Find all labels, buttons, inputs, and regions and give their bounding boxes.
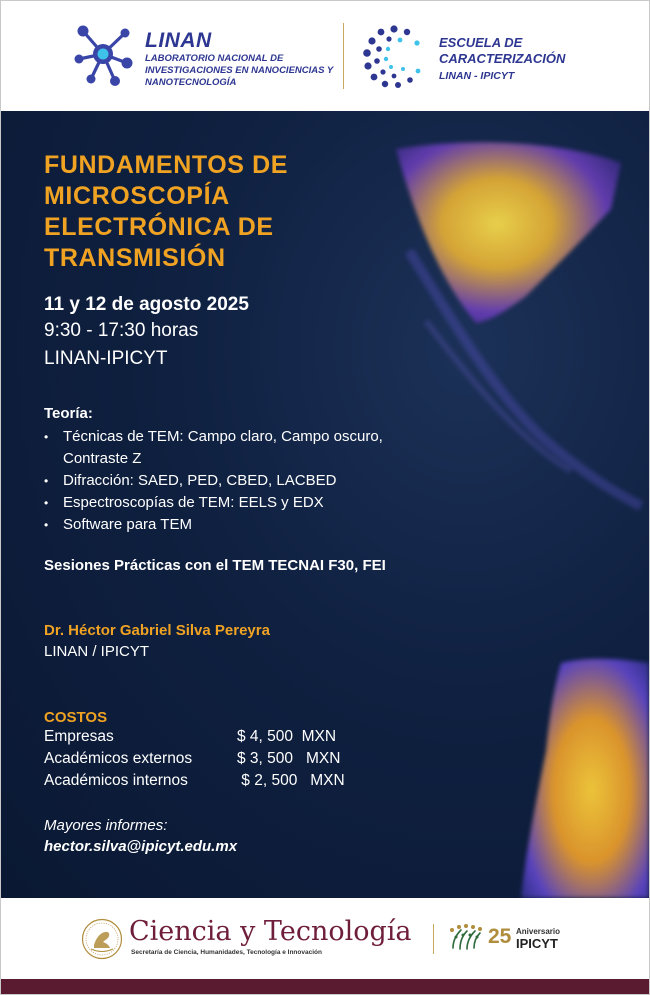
speaker-name: Dr. Héctor Gabriel Silva Pereyra [44, 622, 270, 639]
list-item: • Espectroscopías de TEM: EELS y EDX [44, 492, 384, 514]
event-title: FUNDAMENTOS DE MICROSCOPÍA ELECTRÓNICA DE TRANSMISIÓN [44, 151, 289, 272]
bottom-bar [1, 979, 649, 994]
ciencia-tecnologia-brand: Ciencia y Tecnología [129, 916, 412, 947]
ipicyt-anniversary-icon [447, 922, 485, 954]
contact-email[interactable]: hector.silva@ipicyt.edu.mx [44, 838, 238, 855]
escuela-logo-icon [361, 23, 427, 89]
escuela-name: ESCUELA DE CARACTERIZACIÓN [439, 35, 566, 66]
practical-sessions: Sesiones Prácticas con el TEM TECNAI F30, FEI [44, 557, 386, 574]
cost-label: Académicos externos [44, 750, 193, 767]
anniversary-word: Aniversario [516, 927, 561, 936]
mexico-seal-icon [81, 918, 123, 960]
cost-row [44, 728, 384, 750]
cost-amount: $ 3, 500 MXN [237, 750, 341, 767]
escuela-subtitle: LINAN - IPICYT [439, 70, 515, 82]
cost-label: Académicos internos [44, 772, 188, 789]
header-divider [343, 23, 344, 89]
list-item: • Software para TEM [44, 514, 384, 536]
secretaria-name: Secretaría de Ciencia, Humanidades, Tecnología e Innovación [131, 949, 322, 956]
theory-list [44, 426, 384, 536]
header [1, 1, 649, 111]
event-date: 11 y 12 de agosto 2025 [44, 294, 249, 315]
anniversary-number: 25 [488, 925, 512, 948]
speaker-affiliation: LINAN / IPICYT [44, 643, 150, 660]
footer [1, 898, 649, 979]
theory-heading: Teoría: [44, 405, 93, 422]
cost-row [44, 772, 384, 794]
event-location: LINAN-IPICYT [44, 348, 168, 369]
list-item: • Técnicas de TEM: Campo claro, Campo oscuro, Contraste Z [44, 426, 384, 470]
cost-label: Empresas [44, 728, 114, 745]
linan-molecule-icon [71, 21, 135, 87]
footer-divider [433, 924, 434, 954]
linan-fullname: LABORATORIO NACIONAL DE INVESTIGACIONES EN NANOCIENCIAS Y NANOTECNOLOGÍA [145, 53, 334, 88]
event-hours: 9:30 - 17:30 horas [44, 320, 199, 341]
list-item: • Difracción: SAED, PED, CBED, LACBED [44, 470, 384, 492]
cost-row [44, 750, 384, 772]
cost-amount: $ 4, 500 MXN [237, 728, 337, 745]
cost-amount: $ 2, 500 MXN [237, 772, 345, 789]
linan-name: LINAN [145, 29, 212, 52]
ipicyt-name: IPICYT [516, 936, 558, 951]
contact-label: Mayores informes: [44, 817, 168, 834]
costs-heading: COSTOS [44, 709, 108, 726]
main-panel [1, 111, 649, 898]
